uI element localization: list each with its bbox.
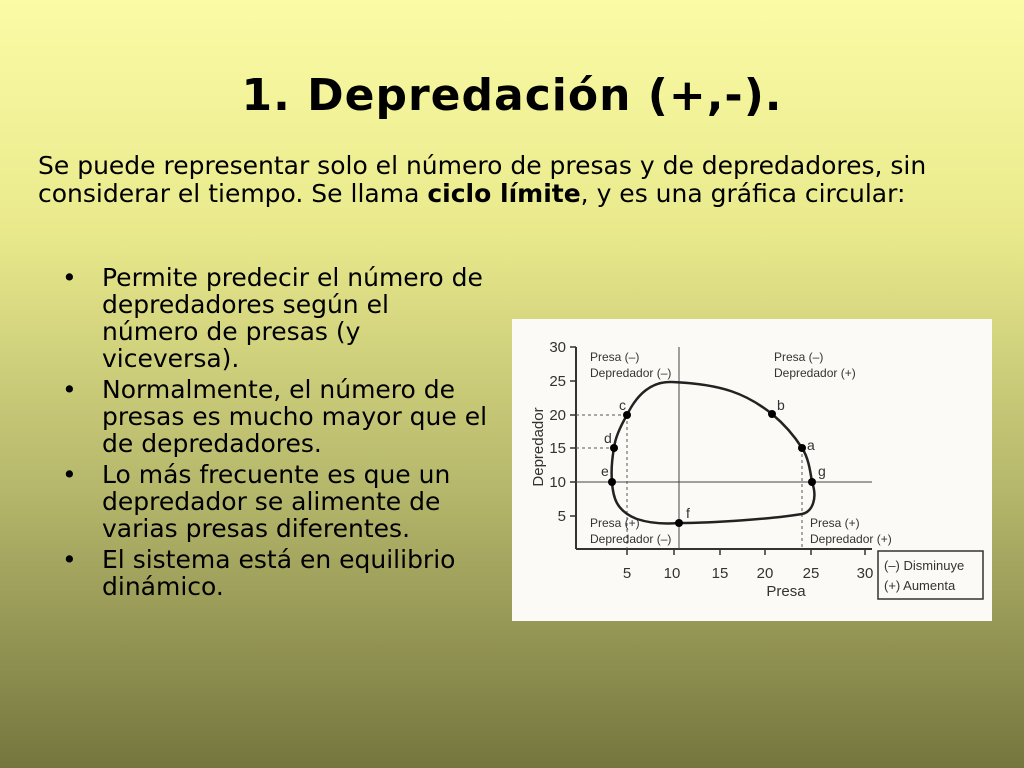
bullet-dot-icon: •: [62, 545, 77, 574]
y-tick-label: 10: [549, 474, 566, 491]
quadrant-label-top-left: Presa (–): [590, 350, 640, 364]
point-a: [798, 444, 806, 452]
quadrant-label-bottom-right: Presa (+): [810, 516, 860, 530]
point-e: [608, 478, 616, 486]
quadrant-label-bottom-left: Presa (+): [590, 516, 640, 530]
bullet-dot-icon: •: [62, 375, 77, 404]
quadrant-label-top-right: Depredador (+): [774, 366, 856, 380]
quadrant-label-top-right: Presa (–): [774, 350, 824, 364]
y-tick-label: 30: [549, 339, 566, 356]
x-axis-label: Presa: [766, 583, 806, 600]
point-g: [808, 478, 816, 486]
point-label-a: a: [807, 437, 815, 453]
quadrant-label-bottom-right: Depredador (+): [810, 532, 892, 546]
bullet-dot-icon: •: [62, 263, 77, 292]
x-tick-label: 25: [802, 565, 820, 582]
bullet-text: El sistema está en equilibrio dinámico.: [102, 545, 456, 601]
point-label-b: b: [777, 397, 785, 413]
intro-text-2: , y es una gráfica circular:: [580, 179, 906, 208]
bullet-dot-icon: •: [62, 460, 77, 489]
x-tick-label: 10: [663, 565, 681, 582]
bullet-text: Normalmente, el número de presas es mucho mayor que el de depredadores.: [102, 375, 488, 458]
bullet-text: Lo más frecuente es que un depredador se alimente de varias presas diferentes.: [102, 460, 451, 543]
point-label-g: g: [818, 463, 826, 479]
y-axis-label: Depredador: [530, 407, 547, 487]
x-tick-label: 20: [756, 565, 774, 582]
intro-text-1: Se puede representar solo el número de presas y de depredadores, sin considerar el tiempo. Se llama: [38, 151, 927, 208]
y-tick-label: 20: [549, 407, 566, 424]
intro-paragraph: [38, 152, 988, 208]
limit-cycle-figure: [512, 319, 992, 621]
y-tick-label: 25: [549, 373, 566, 390]
limit-cycle-diagram: [512, 319, 992, 621]
legend-item-aumenta: (+) Aumenta: [884, 578, 956, 593]
point-label-e: e: [601, 463, 609, 479]
quadrant-label-top-left: Depredador (–): [590, 366, 672, 380]
y-tick-label: 5: [557, 508, 566, 525]
x-tick-label: 5: [622, 565, 632, 582]
bullet-item: [60, 546, 490, 600]
point-f: [675, 519, 683, 527]
quadrant-label-bottom-left: Depredador (–): [590, 532, 672, 546]
point-label-c: c: [619, 397, 626, 413]
point-b: [768, 410, 776, 418]
intro-term-ciclo-limite: ciclo límite: [427, 179, 581, 208]
x-tick-label: 15: [711, 565, 729, 582]
y-tick-label: 15: [549, 440, 566, 457]
bullet-item: [60, 376, 490, 457]
legend-item-disminuye: (–) Disminuye: [884, 558, 965, 573]
x-tick-label: 30: [856, 565, 874, 582]
point-label-f: f: [686, 505, 690, 521]
point-label-d: d: [604, 430, 612, 446]
slide-title: 1. Depredación (+,-).: [241, 70, 783, 121]
bullet-item: [60, 461, 490, 542]
bullet-text: Permite predecir el número de depredadores según el número de presas (y viceversa).: [102, 263, 483, 373]
bullet-item: [60, 264, 490, 372]
bullet-list: [60, 264, 490, 604]
